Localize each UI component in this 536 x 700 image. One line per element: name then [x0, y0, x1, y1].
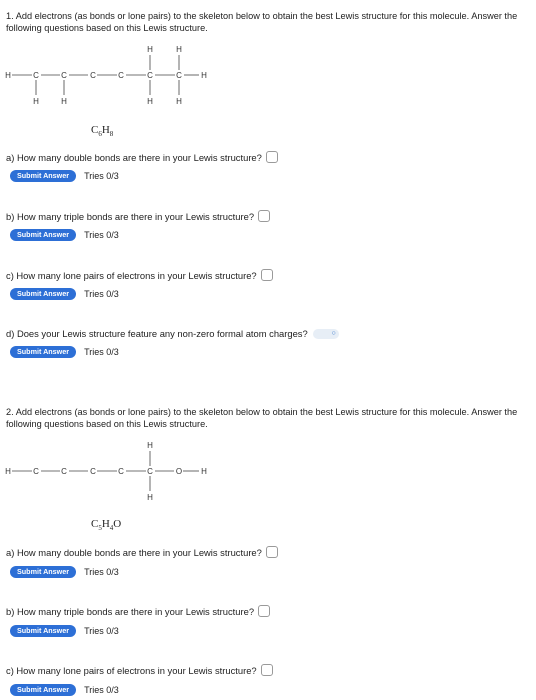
- question-text: a) How many double bonds are there in your Lewis structure?: [6, 546, 262, 558]
- tries-counter: Tries 0/3: [84, 230, 119, 240]
- question-text: d) Does your Lewis structure feature any non-zero formal atom charges?: [6, 328, 308, 339]
- atom-c: C: [176, 71, 182, 80]
- submit-answer-button[interactable]: Submit Answer: [10, 170, 76, 182]
- atom-h: H: [147, 493, 153, 502]
- submit-row-1a: [10, 170, 119, 182]
- atom-h: H: [176, 45, 182, 54]
- chevron-down-icon: ○: [331, 329, 336, 337]
- atom-c: C: [33, 467, 39, 476]
- atom-h: H: [147, 45, 153, 54]
- tries-counter: Tries 0/3: [84, 567, 119, 577]
- atom-c: C: [61, 467, 67, 476]
- answer-input[interactable]: [266, 151, 278, 163]
- question-2c: [6, 664, 273, 676]
- tries-counter: Tries 0/3: [84, 626, 119, 636]
- question-1d: [6, 328, 339, 339]
- submit-row-2a: [10, 566, 119, 578]
- answer-select[interactable]: [313, 329, 339, 339]
- atom-h: H: [5, 71, 11, 80]
- molecular-formula: $C_6H_8$: [91, 124, 114, 139]
- tries-counter: Tries 0/3: [84, 685, 119, 695]
- atom-h: H: [147, 441, 153, 450]
- answer-input[interactable]: [258, 605, 270, 617]
- atom-c: C: [33, 71, 39, 80]
- atom-h: H: [61, 97, 67, 106]
- question-text: c) How many lone pairs of electrons in your Lewis structure?: [6, 269, 257, 281]
- question-1c: [6, 269, 273, 281]
- question-text: c) How many lone pairs of electrons in your Lewis structure?: [6, 664, 257, 676]
- tries-counter: Tries 0/3: [84, 347, 119, 357]
- submit-row-2b: [10, 625, 119, 637]
- answer-input[interactable]: [261, 269, 273, 281]
- submit-row-1d: [10, 346, 119, 358]
- submit-answer-button[interactable]: Submit Answer: [10, 684, 76, 696]
- submit-row-1b: [10, 229, 119, 241]
- atom-c: C: [118, 71, 124, 80]
- submit-answer-button[interactable]: Submit Answer: [10, 229, 76, 241]
- atom-c: C: [90, 71, 96, 80]
- tries-counter: Tries 0/3: [84, 289, 119, 299]
- atom-h: H: [201, 71, 207, 80]
- atom-c: C: [118, 467, 124, 476]
- tries-counter: Tries 0/3: [84, 171, 119, 181]
- atom-c: C: [61, 71, 67, 80]
- answer-input[interactable]: [266, 546, 278, 558]
- atom-c: C: [147, 71, 153, 80]
- problem-2-intro: 2. Add electrons (as bonds or lone pairs) to the skeleton below to obtain the best Lewis structure for this molecule. Answer the following questions based on this Lewis structure.: [6, 407, 518, 429]
- submit-answer-button[interactable]: Submit Answer: [10, 566, 76, 578]
- answer-input[interactable]: [261, 664, 273, 676]
- question-text: a) How many double bonds are there in your Lewis structure?: [6, 151, 262, 163]
- atom-o: O: [175, 467, 183, 476]
- question-1b: [6, 210, 270, 222]
- problem-1-skeleton: [0, 42, 220, 112]
- molecular-formula: $C_5H_4O$: [91, 518, 122, 533]
- submit-answer-button[interactable]: Submit Answer: [10, 288, 76, 300]
- question-2a: [6, 546, 278, 558]
- submit-row-1c: [10, 288, 119, 300]
- answer-input[interactable]: [258, 210, 270, 222]
- question-2b: [6, 605, 270, 617]
- submit-answer-button[interactable]: Submit Answer: [10, 625, 76, 637]
- atom-h: H: [176, 97, 182, 106]
- problem-1-intro: 1. Add electrons (as bonds or lone pairs) to the skeleton below to obtain the best Lewis structure for this molecule. Answer the following questions based on this Lewis structure.: [6, 11, 518, 33]
- atom-c: C: [147, 467, 153, 476]
- question-1a: [6, 151, 278, 163]
- submit-row-2c: [10, 684, 119, 696]
- question-text: b) How many triple bonds are there in your Lewis structure?: [6, 210, 255, 222]
- atom-h: H: [147, 97, 153, 106]
- atom-c: C: [90, 467, 96, 476]
- atom-h: H: [201, 467, 207, 476]
- submit-answer-button[interactable]: Submit Answer: [10, 346, 76, 358]
- problem-2-skeleton: [0, 438, 220, 508]
- atom-h: H: [33, 97, 39, 106]
- question-text: b) How many triple bonds are there in your Lewis structure?: [6, 605, 255, 617]
- atom-h: H: [5, 467, 11, 476]
